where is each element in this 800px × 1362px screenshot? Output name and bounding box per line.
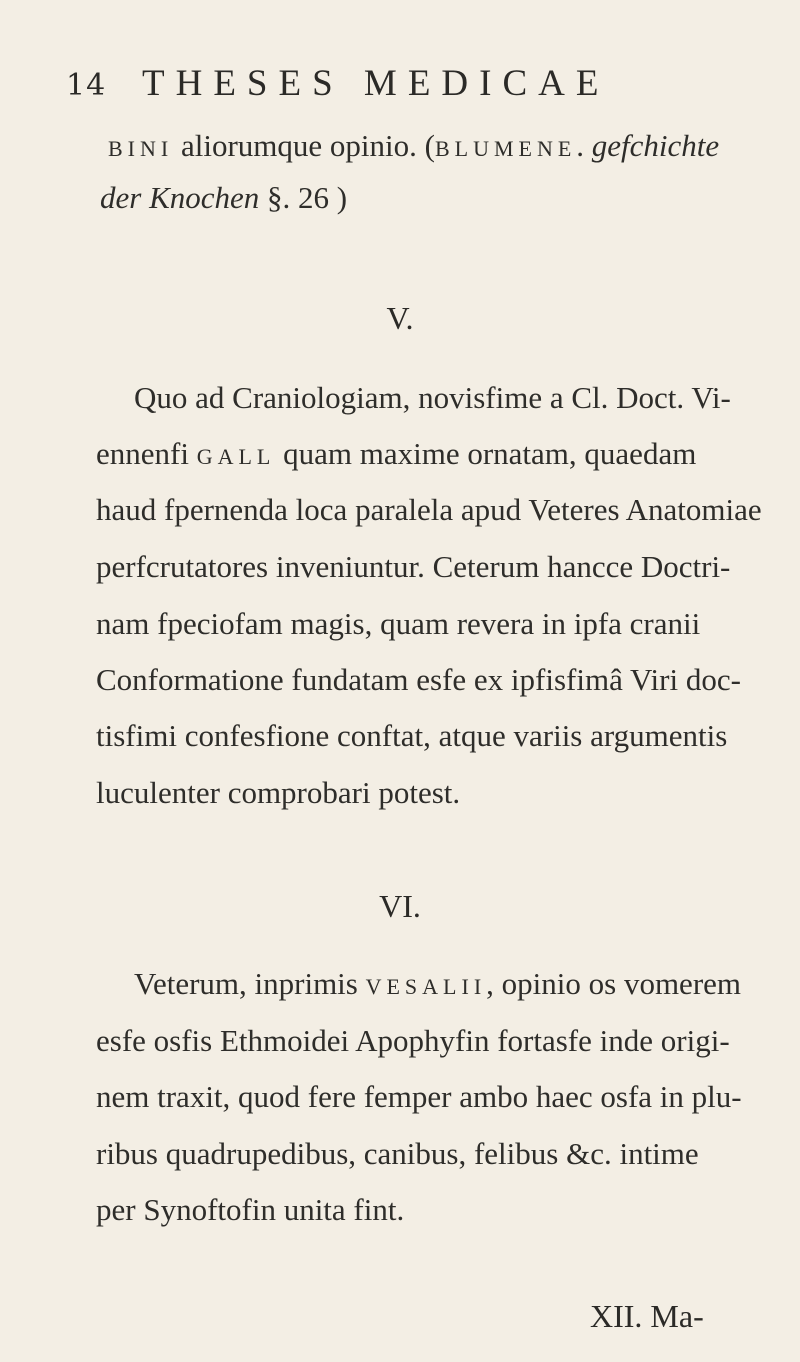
text-run: , opinio os vomerem	[486, 966, 742, 1001]
text-run: ennenfi	[96, 436, 197, 471]
paragraph-line	[96, 1136, 699, 1172]
author-name-smallcaps: GALL	[196, 444, 276, 469]
text-run: ribus quadrupedibus, canibus, felibus &c. intime	[96, 1136, 699, 1171]
text-run: per Synoftofin unita fint.	[96, 1192, 405, 1227]
text-run: esfe osfis Ethmoidei Apophyfin fortasfe inde origi-	[96, 1023, 730, 1058]
paragraph-line	[96, 549, 730, 585]
text-run: tisfimi confesfione conftat, atque variis argumentis	[96, 718, 728, 753]
author-name-smallcaps: BLUMENE	[434, 136, 577, 161]
book-title-italic: der Knochen	[100, 180, 260, 215]
running-title: THESES MEDICAE	[142, 63, 610, 104]
text-run: aliorumque opinio. (	[173, 128, 435, 163]
section-heading-v: V.	[386, 300, 414, 336]
text-run: .	[576, 128, 592, 163]
text-run: nam fpeciofam magis, quam revera in ipfa cranii	[96, 606, 701, 641]
paragraph-line	[134, 380, 731, 416]
paragraph-line	[96, 606, 700, 642]
text-run: haud fpernenda loca paralela apud Veteres Anatomiae	[96, 492, 762, 527]
paragraph-line	[134, 966, 741, 1002]
text-run: nem traxit, quod fere femper ambo haec osfa in plu-	[96, 1079, 742, 1114]
book-title-italic: gefchichte	[591, 128, 720, 163]
paragraph-line	[96, 1192, 404, 1228]
text-line	[100, 180, 347, 216]
author-name-smallcaps: VESALII	[365, 974, 487, 999]
text-run: luculenter comprobari potest.	[96, 775, 461, 810]
text-run: perfcrutatores inveniuntur. Ceterum hancce Doctri-	[96, 549, 731, 584]
paragraph-line	[96, 662, 741, 698]
page-header	[66, 62, 756, 112]
text-line	[108, 128, 719, 164]
paragraph-line	[96, 1079, 742, 1115]
text-run: Veterum, inprimis	[134, 966, 366, 1001]
paragraph-line	[96, 718, 727, 754]
page-number: 14	[66, 68, 107, 103]
paragraph-line	[96, 1023, 730, 1059]
text-run: Conformatione fundatam esfe ex ipfisfimâ Viri doc-	[96, 662, 741, 697]
paragraph-line	[96, 436, 696, 472]
paragraph-line	[96, 775, 460, 811]
text-run: Quo ad Craniologiam, novisfime a Cl. Doct. Vi-	[134, 380, 731, 415]
catchword: XII. Ma-	[590, 1298, 704, 1334]
text-run: quam maxime ornatam, quaedam	[275, 436, 697, 471]
paragraph-line	[96, 492, 762, 528]
text-run: §. 26 )	[259, 180, 348, 215]
author-name-smallcaps: BINI	[108, 136, 174, 161]
section-heading-vi: VI.	[379, 888, 421, 924]
